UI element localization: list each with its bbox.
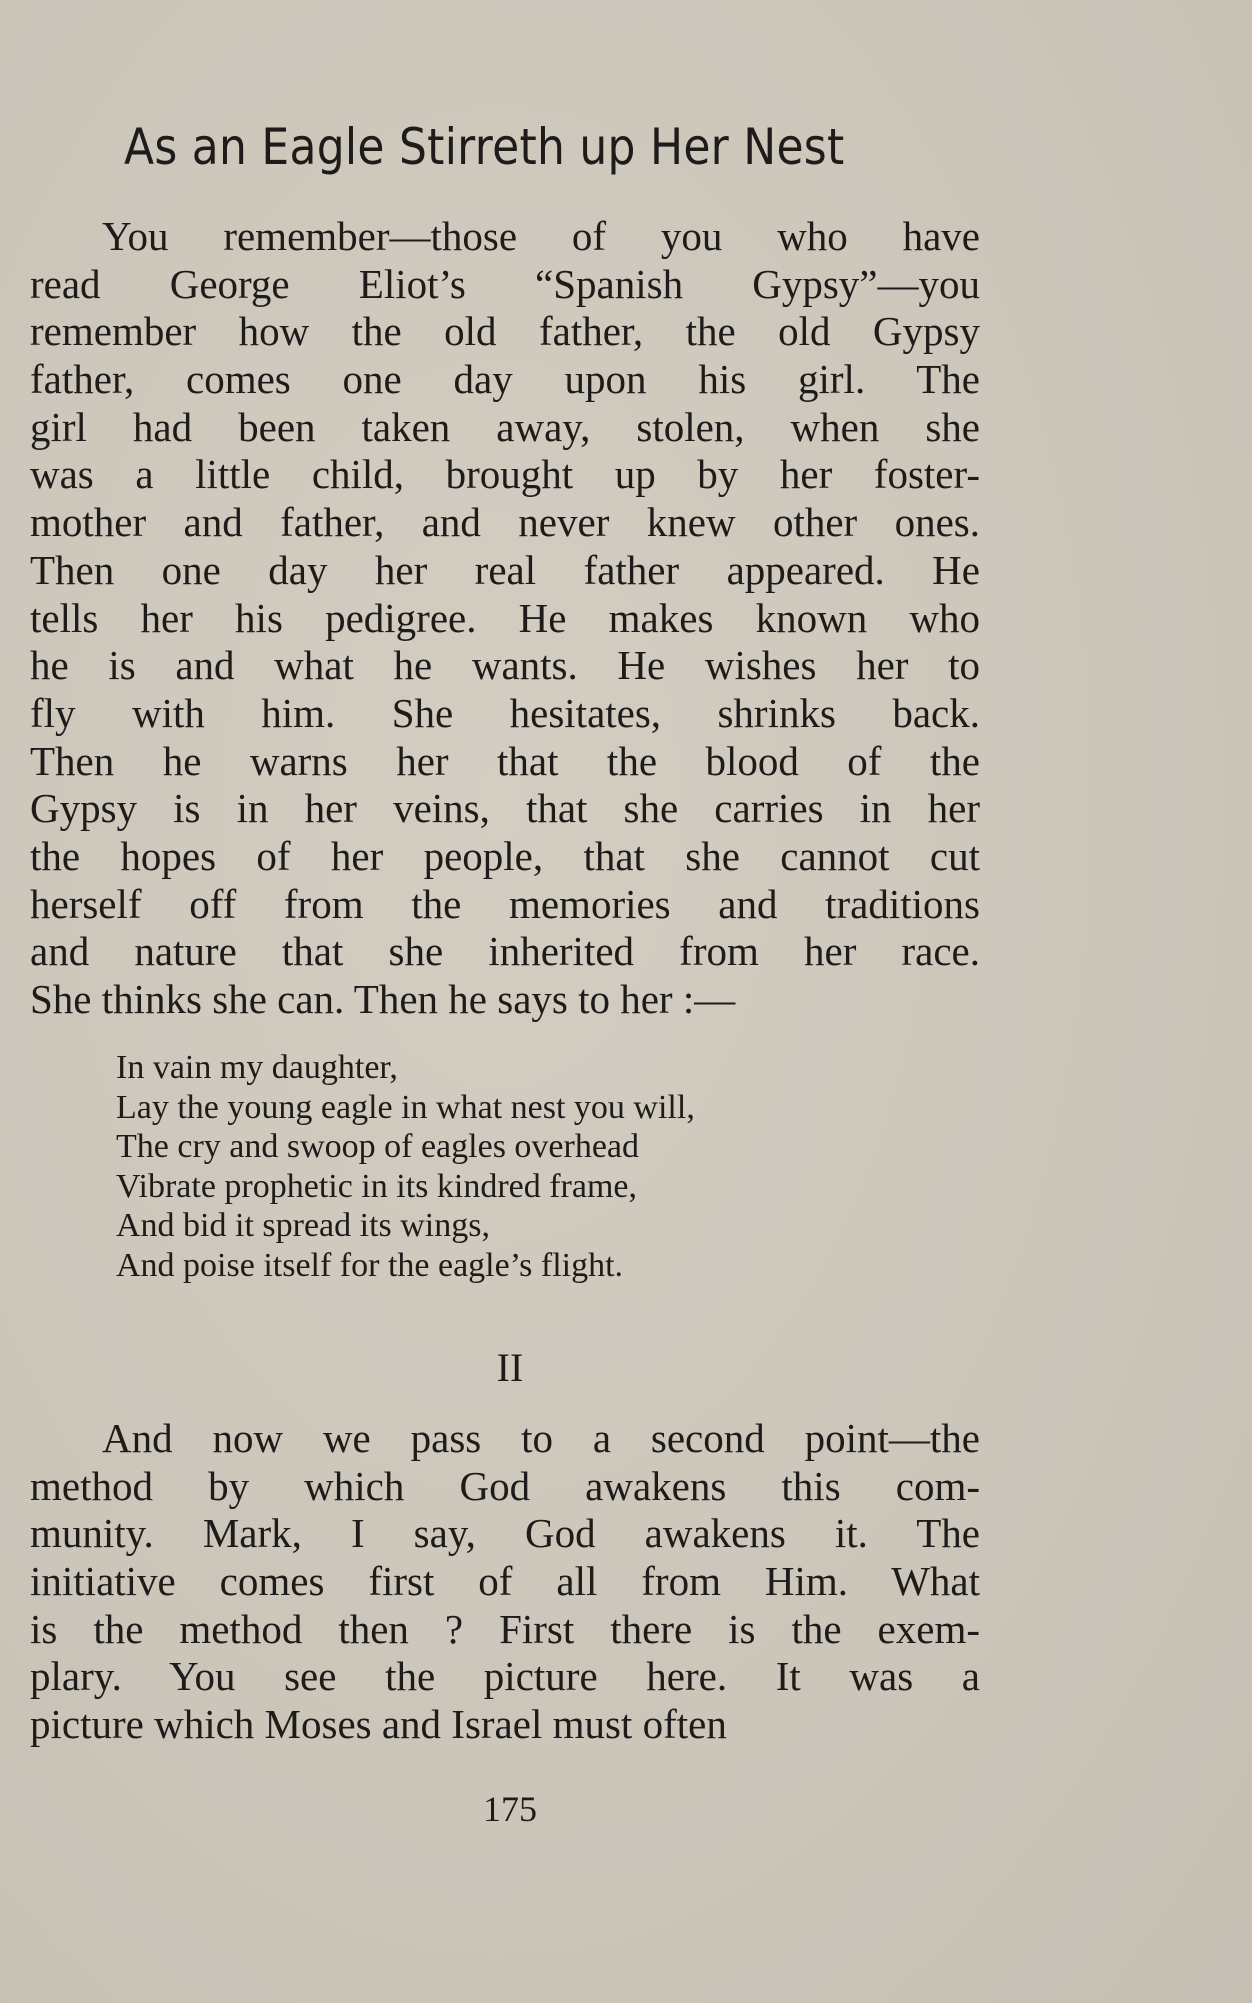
- section-number: II: [496, 1345, 524, 1390]
- text-line: picture which Moses and Israel must often: [30, 1701, 727, 1748]
- text-line: munity. Mark, I say, God awakens it. The: [30, 1510, 980, 1557]
- text-line: plary. You see the picture here. It was a: [30, 1653, 980, 1700]
- text-line: tells her his pedigree. He makes known who: [30, 594, 980, 641]
- text-line: Then one day her real father appeared. He: [30, 546, 980, 593]
- text-line: father, comes one day upon his girl. The: [30, 356, 980, 403]
- text-line: herself off from the memories and traditions: [30, 880, 980, 927]
- verse-line: And bid it spread its wings,: [116, 1207, 490, 1244]
- text-line: And now we pass to a second point—the: [102, 1415, 980, 1461]
- text-line: Gypsy is in her veins, that she carries in her: [30, 785, 980, 832]
- text-line: girl had been taken away, stolen, when she: [30, 403, 980, 450]
- text-line: was a little child, brought up by her foster-: [30, 451, 980, 498]
- text-line: is the method then ? First there is the exem-: [30, 1605, 980, 1652]
- text-line: read George Eliot’s “Spanish Gypsy”—you: [30, 260, 980, 307]
- text-line: the hopes of her people, that she cannot cut: [30, 832, 980, 879]
- text-line: mother and father, and never knew other ones.: [30, 499, 980, 546]
- text-line: She thinks she can. Then he says to her :—: [30, 976, 736, 1022]
- text-line: and nature that she inherited from her race.: [30, 928, 980, 975]
- verse-line: In vain my daughter,: [116, 1049, 398, 1086]
- paragraph-2: [30, 1415, 980, 1749]
- text-line: he is and what he wants. He wishes her to: [30, 642, 980, 689]
- verse-line: The cry and swoop of eagles overhead: [116, 1128, 640, 1165]
- page-number: 175: [483, 1789, 537, 1829]
- text-line: initiative comes first of all from Him. What: [30, 1558, 980, 1605]
- text-line: You remember—those of you who have: [102, 213, 980, 259]
- text-line: remember how the old father, the old Gypsy: [30, 308, 980, 355]
- text-line: fly with him. She hesitates, shrinks back.: [30, 689, 980, 736]
- text-line: method by which God awakens this com-: [30, 1462, 980, 1509]
- paragraph-1: [30, 213, 980, 1024]
- verse-line: And poise itself for the eagle’s flight.: [116, 1246, 624, 1284]
- verse-line: Lay the young eagle in what nest you will,: [116, 1088, 695, 1126]
- verse-quotation: [116, 1048, 695, 1285]
- text-line: Then he warns her that the blood of the: [30, 737, 980, 784]
- verse-line: Vibrate prophetic in its kindred frame,: [116, 1167, 638, 1205]
- running-head: As an Eagle Stirreth up Her Nest: [124, 118, 845, 176]
